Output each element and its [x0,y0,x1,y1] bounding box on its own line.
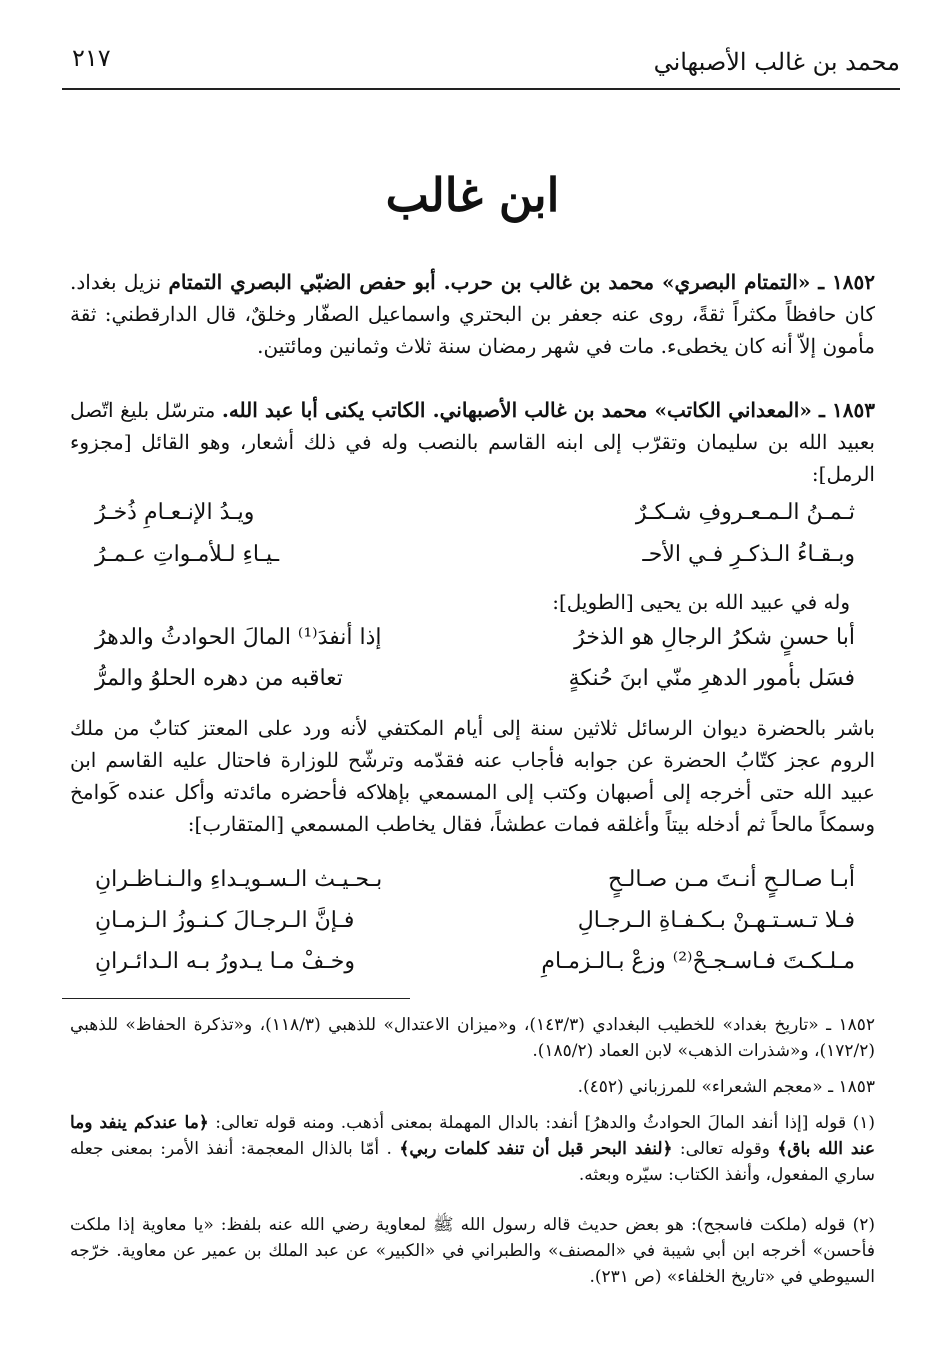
footnote-text: قوله [إذا أنفد المالَ الحوادثُ والدهرُ] أنفد: بالدال المهملة بمعنى أذهب. ومنه قوله تعالى: [215,1113,847,1133]
header-rule [62,88,900,90]
chapter-title: ابن غالب [385,168,560,222]
verse-second-hemistich: وخـفْ مـا يـدورُ بـه الـدائـرانِ [95,949,355,974]
verse-first-hemistich: وبـقـاءُ الـذكـرِ فـي الأحـ [642,542,855,567]
verse-second-hemistich: ـيـاءِ لـلأمـواتِ عـمـرُ [95,542,280,567]
verse-line [95,666,855,702]
footnote-1852: ١٨٥٢ ـ «تاريخ بغداد» للخطيب البغدادي (١٤٣/٣)، و«ميزان الاعتدال» للذهبي (١١٨/٣)، و«تذكرة الحفاظ» للذهبي (١٧٢/٢)، و«شذرات الذهب» لابن العماد (١٨٥/٢). [70,1015,876,1061]
poem-2-intro: وله في عبيد الله بن يحيى [الطويل]: [552,590,850,614]
verse-second-hemistich: تعاقبه من دهره الحلوُ والمرُّ [95,666,343,691]
footnote-separator [62,998,410,999]
verse-line [95,949,855,985]
footnote-text: . أمّا بالذال المعجمة: أنفذ الأمر: بمعنى جعله ساري المفعول، وأنفذ الكتاب: سيّره وبعثه. [70,1139,875,1185]
verse-second-hemistich: فـإنَّ الـرجـالَ كـنـوزُ الـزمـانِ [95,908,355,933]
verse-line [95,542,855,578]
entry-1852-text: نزيل بغداد. كان حافظاً مكثراً ثقةً، روى عنه جعفر بن البحتري واسماعيل الصفّار وخلقٌ، قال الدارقطني: ثقة مأمون إلاّ أنه كان يخطىء. مات في شهر رمضان سنة ثلاث وثمانين ومائتين. [70,270,875,358]
verse-first-hemistich: مـلـكـتَ فـاسـجـحْ⁽²⁾ وزعْ بـالـزمـامِ [541,949,855,974]
running-title: محمد بن غالب الأصبهاني [653,48,900,76]
verse-first-hemistich: أبـا صـالـحٍ أنـتَ مـن صـالـحٍ [608,867,855,892]
footnote-text: قوله (ملكت فاسجح): هو بعض حديث قاله رسول الله ﷺ لمعاوية رضي الله عنه بلفظ: «يا معاوية إذا ملكت فأحسن» أخرجه ابن أبي شيبة في «المصنف» والطبراني في «الكبير» عن عبد الملك بن عمير عن معاوية. خرّجه السيوطي في «تاريخ الخلفاء» (ص ٢٣١). [70,1215,875,1287]
entry-1852 [70,266,875,362]
quran-quote: ﴿ما عندكم ينفد وما عند الله باق﴾ [70,1113,876,1159]
verse-first-hemistich: أبا حسنٍ شكرُ الرجالِ هو الذخرُ [574,625,855,650]
page-number: ٢١٧ [72,44,111,72]
verse-first-hemistich: فـلا تـسـتـهـنْ بـكـفـاةِ الـرجـالِ [577,908,855,933]
footnote-1853: ١٨٥٣ ـ «معجم الشعراء» للمرزباني (٤٥٢). [577,1077,875,1097]
verse-line [95,625,855,661]
footnote-2 [70,1212,875,1290]
entry-1853-text: مترسّل بليغ اتّصل بعبيد الله بن سليمان وتقرّب إلى ابنه القاسم بالنصب وله في ذلك أشعار، وهو القائل [مجزوء الرمل]: [70,398,875,486]
footnote-label: (١) [852,1113,875,1133]
verse-first-hemistich: فسَل بأمور الدهرِ منّي ابنَ حُنكةٍ [568,666,855,691]
footnote-1 [70,1110,875,1188]
verse-line [95,908,855,944]
verse-second-hemistich: إذا أنفدَ⁽¹⁾ المالَ الحوادثُ والدهرُ [95,625,382,650]
verse-line [95,500,855,536]
entry-1853-heading: ١٨٥٣ ـ «المعداني الكاتب» محمد بن غالب الأصبهاني. الكاتب يكنى أبا عبد الله. [221,398,876,422]
verse-line [95,867,855,903]
verse-first-hemistich: ثـمـنُ الـمـعـروفِ شـكـرٌ [635,500,855,525]
verse-second-hemistich: ويـدُ الإنـعـامِ ذُخـرُ [95,500,255,525]
footnote-text: وقوله تعالى: [679,1139,770,1159]
verse-second-hemistich: بـحـيـث الـسـويـداءِ والـنـاظـرانِ [95,867,383,892]
quran-quote: ﴿لنفد البحر قبل أن تنفد كلمات ربي﴾ [399,1139,673,1159]
entry-1853 [70,394,875,490]
footnote-label: (٢) [852,1215,875,1235]
paragraph-biography: باشر بالحضرة ديوان الرسائل ثلاثين سنة إلى أيام المكتفي لأنه ورد على المعتز كتابٌ من ملك الروم عجز كتّابُ الحضرة عن جوابه فأجاب عنه فقدّمه وترشّح للوزارة فاحتال عليه القاسم ابن عبيد الله حتى أخرجه إلى أصبهان وكتب إلى المسمعي بإهلاكه فأحضره مائدته وأكل عنده كَوامخ وسمكاً مالحاً ثم أدخله بيتاً وأغلقه فمات عطشاً، فقال يخاطب المسمعي [المتقارب]: [70,716,875,836]
entry-1852-heading: ١٨٥٢ ـ «التمتام البصري» محمد بن غالب بن حرب. أبو حفص الضبّي البصري التمتام [168,270,875,294]
